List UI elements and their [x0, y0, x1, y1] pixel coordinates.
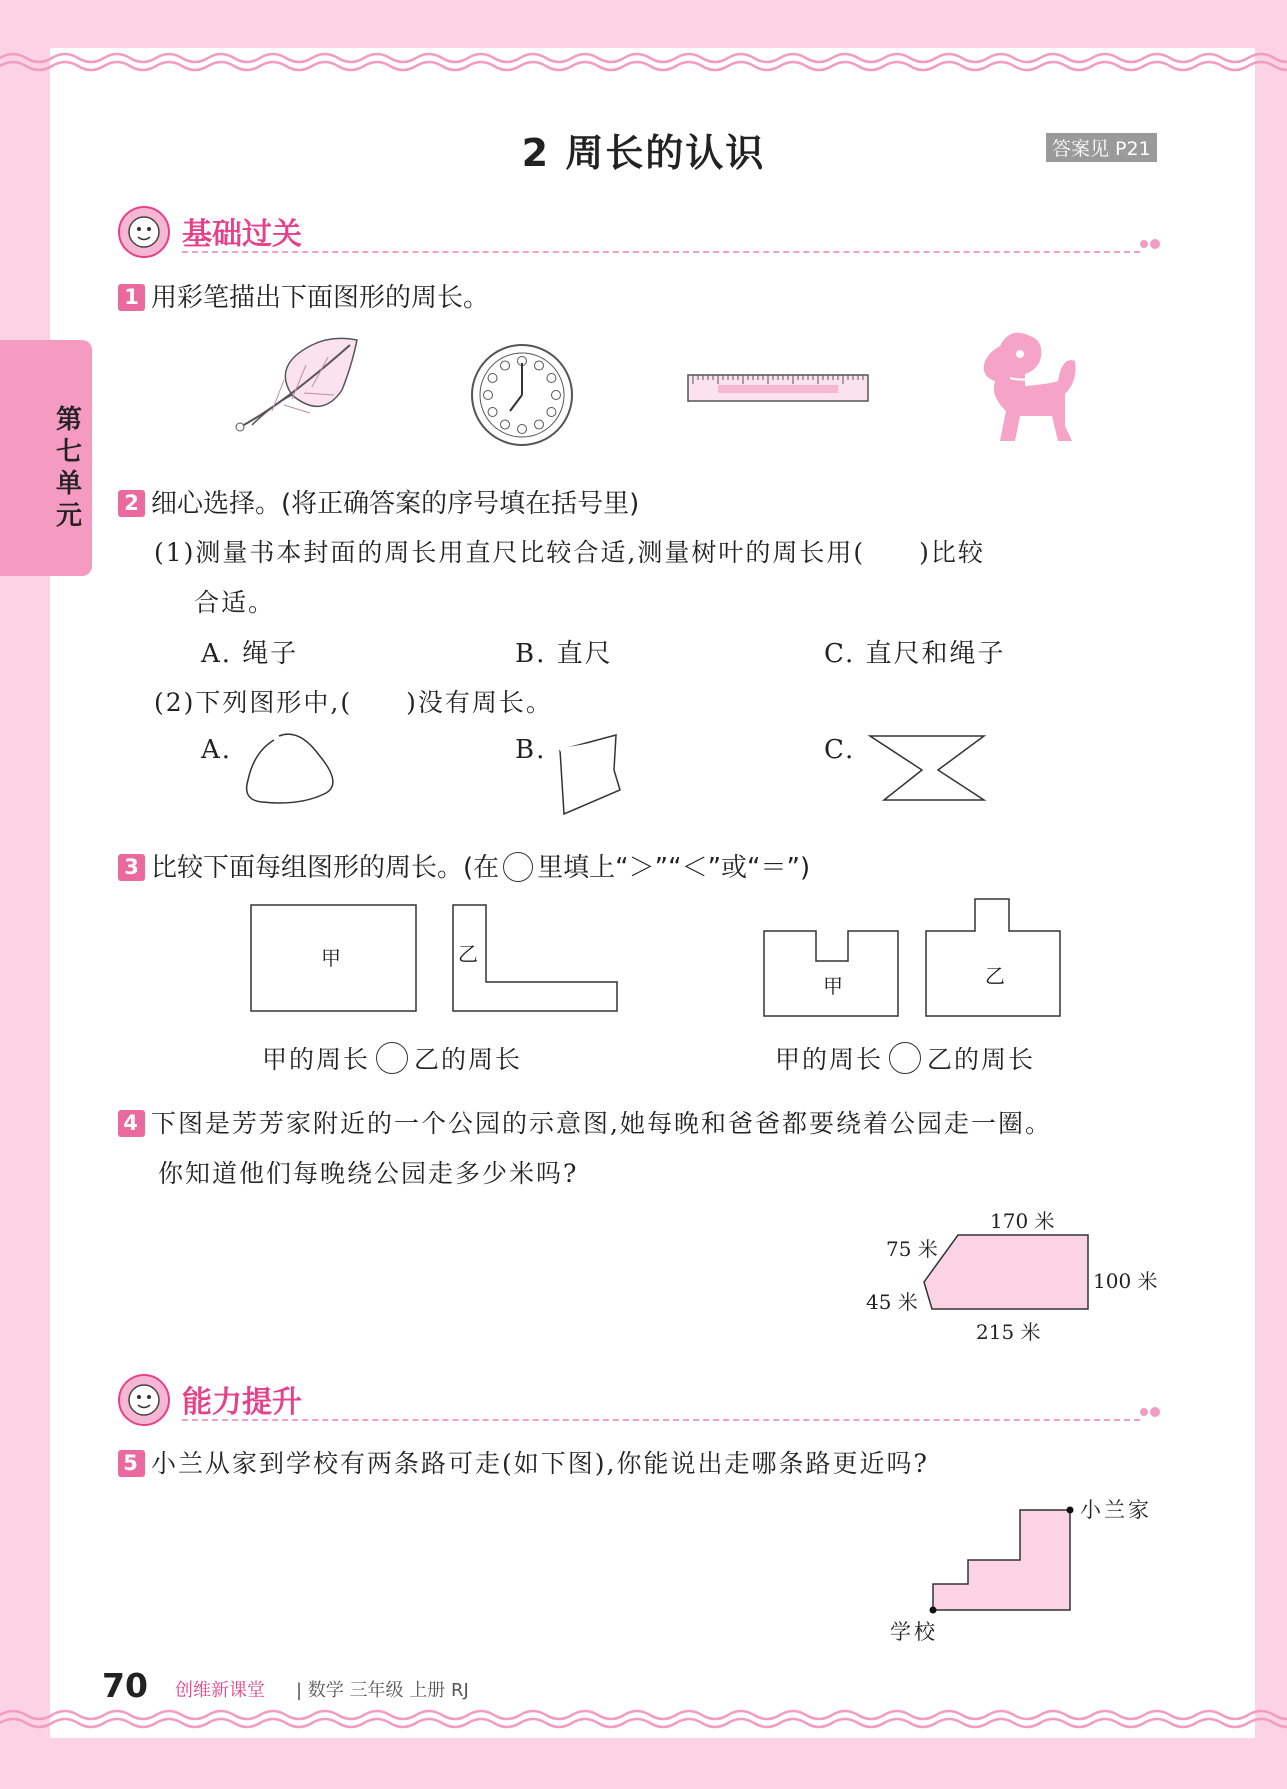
question-1-text: 用彩笔描出下面图形的周长。	[151, 283, 490, 313]
school-label: 学校	[890, 1620, 938, 1644]
q3-group2-shapes	[763, 898, 1083, 1028]
question-3-text-after: 里填上“＞”“＜”或“＝”)	[537, 853, 811, 883]
q3-label-yi-2: 乙	[985, 964, 1005, 988]
divider-dots-icon	[1138, 1404, 1162, 1420]
park-label-top: 170 米	[990, 1209, 1055, 1233]
page-number: 70	[102, 1666, 148, 1705]
q2-sub1-line1: (1)测量书本封面的周长用直尺比较合适,测量树叶的周长用( )比较	[154, 538, 985, 567]
unit-tab	[0, 340, 92, 576]
compare-circle-2[interactable]	[889, 1042, 921, 1074]
wavy-border-bottom	[0, 1705, 1287, 1765]
q2-sub2-text: (2)下列图形中,( )没有周长。	[154, 688, 553, 717]
footer-brand: 创维新课堂	[175, 1680, 265, 1701]
park-label-left-bottom: 45 米	[866, 1290, 918, 1314]
question-3	[118, 847, 810, 884]
shape-c-hourglass	[868, 734, 988, 804]
question-5	[118, 1444, 929, 1480]
q2-sub2-option-a[interactable]: A.	[201, 735, 233, 765]
footer-info: | 数学 三年级 上册 RJ	[296, 1680, 469, 1701]
answer-reference-badge: 答案见 P21	[1046, 133, 1157, 162]
page-title: 2 周长的认识	[521, 131, 766, 175]
park-label-left-top: 75 米	[886, 1237, 938, 1261]
question-number: 2	[118, 490, 145, 517]
clock-icon	[470, 343, 574, 447]
q3-label-jia-2: 甲	[823, 974, 843, 998]
mascot-icon	[116, 1372, 172, 1428]
q2-sub1-option-c[interactable]: C. 直尺和绳子	[824, 639, 1006, 669]
wavy-border-top	[0, 0, 1287, 90]
blank-circle-icon	[503, 852, 533, 882]
mascot-icon	[116, 204, 172, 260]
question-number: 1	[118, 284, 145, 311]
shape-b-open-polygon	[556, 730, 626, 820]
q3-group1-shapes	[250, 904, 630, 1024]
question-number: 5	[118, 1450, 145, 1477]
question-3-text: 比较下面每组图形的周长。(在	[151, 853, 500, 883]
q2-sub1-option-b[interactable]: B. 直尺	[515, 639, 613, 669]
park-diagram	[920, 1234, 1090, 1324]
shape-a-open-curve	[244, 730, 344, 810]
section-title-basic: 基础过关	[182, 217, 302, 252]
question-4-line1: 下图是芳芳家附近的一个公园的示意图,她每晚和爸爸都要绕着公园走一圈。	[151, 1109, 1052, 1138]
q2-sub2-option-b[interactable]: B.	[515, 735, 547, 765]
q3-label-jia-1: 甲	[321, 946, 341, 970]
q3-compare-2	[775, 1040, 1035, 1076]
question-4-line2: 你知道他们每晚绕公园走多少米吗?	[158, 1159, 579, 1188]
ruler-icon	[688, 375, 870, 403]
section-divider	[182, 251, 1140, 253]
question-2-text: 细心选择。(将正确答案的序号填在括号里)	[151, 489, 640, 519]
question-1	[118, 277, 489, 314]
compare-left-text: 甲的周长	[262, 1045, 371, 1074]
section-title-advanced: 能力提升	[182, 1385, 302, 1420]
compare-right-text: 乙的周长	[414, 1045, 523, 1074]
question-2	[118, 483, 639, 520]
home-label: 小兰家	[1080, 1498, 1152, 1522]
unit-tab-label: 第七单元	[56, 405, 83, 531]
park-label-right: 100 米	[1093, 1269, 1158, 1293]
compare-right-text: 乙的周长	[927, 1045, 1036, 1074]
q2-sub1-option-a[interactable]: A. 绳子	[201, 639, 299, 669]
q2-sub1-line2: 合适。	[194, 588, 276, 617]
q3-label-yi-1: 乙	[458, 942, 478, 966]
question-number: 3	[118, 854, 145, 881]
dog-icon	[970, 326, 1080, 446]
q3-compare-1	[262, 1040, 522, 1076]
compare-left-text: 甲的周长	[775, 1045, 884, 1074]
question-4	[118, 1104, 1052, 1140]
q2-sub2-option-c[interactable]: C.	[824, 735, 856, 765]
section-divider	[182, 1419, 1140, 1421]
compare-circle-1[interactable]	[376, 1042, 408, 1074]
divider-dots-icon	[1138, 236, 1162, 252]
question-5-text: 小兰从家到学校有两条路可走(如下图),你能说出走哪条路更近吗?	[151, 1449, 929, 1478]
leaf-icon	[232, 335, 362, 435]
route-diagram	[930, 1506, 1070, 1614]
question-number: 4	[118, 1110, 145, 1137]
park-label-bottom: 215 米	[976, 1320, 1041, 1344]
